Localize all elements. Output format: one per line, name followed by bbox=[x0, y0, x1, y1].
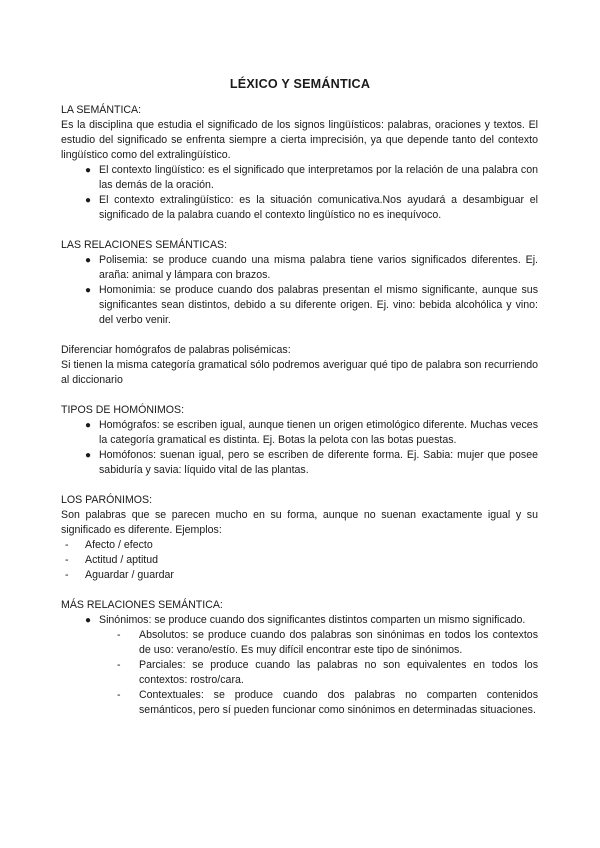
dash-marker: - bbox=[117, 689, 121, 701]
list-item bbox=[61, 553, 538, 568]
list-item-text: Polisemia: se produce cuando una misma palabra tiene varios significados diferentes. Ej. araña: animal y lámpara con brazos. bbox=[99, 254, 538, 281]
list-item-text: El contexto extralingüístico: es la situación comunicativa.Nos ayudará a desambiguar el significado de la palabra cuando el contexto lingüístico no es inequívoco. bbox=[99, 194, 538, 221]
list-item-text: Homonimia: se produce cuando dos palabras presentan el mismo significante, aunque sus significantes sean distintos, debido a su diferente origen. Ej. vino: bebida alcohólica y vino: del verbo venir. bbox=[99, 284, 538, 326]
section-mas-relaciones bbox=[61, 598, 538, 718]
bullet-list bbox=[61, 253, 538, 328]
bullet-icon: ● bbox=[85, 255, 92, 266]
section-relaciones bbox=[61, 238, 538, 328]
section-heading: LAS RELACIONES SEMÁNTICAS: bbox=[61, 239, 228, 251]
paragraph: Es la disciplina que estudia el significado de los signos lingüísticos: palabras, oraciones y textos. El estudio del significado se enfrenta siempre a cierta imprecisión, ya que depende tanto del contexto lingüístico como del extralingüístico. bbox=[61, 119, 538, 161]
list-item bbox=[61, 658, 538, 688]
bullet-icon: ● bbox=[85, 615, 92, 626]
list-item-text: Homógrafos: se escriben igual, aunque tienen un origen etimológico diferente. Muchas veces la categoría gramatical es distinta. Ej. Botas la pelota con las botas puestas. bbox=[99, 419, 538, 446]
list-item bbox=[61, 538, 538, 553]
list-item bbox=[61, 418, 538, 448]
list-item bbox=[61, 568, 538, 583]
bullet-list bbox=[61, 418, 538, 478]
list-item-text: Aguardar / guardar bbox=[85, 569, 174, 581]
document-body bbox=[61, 103, 538, 718]
bullet-icon: ● bbox=[85, 285, 92, 296]
list-item bbox=[61, 688, 538, 718]
section-homografos-polisemia bbox=[61, 343, 538, 388]
dash-list bbox=[61, 538, 538, 583]
paragraph: Son palabras que se parecen mucho en su forma, aunque no suenan exactamente igual y su significado es diferente. Ejemplos: bbox=[61, 509, 538, 536]
bullet-icon: ● bbox=[85, 195, 92, 206]
section-paronimos bbox=[61, 493, 538, 583]
list-item bbox=[61, 253, 538, 283]
section-heading: TIPOS DE HOMÓNIMOS: bbox=[61, 404, 185, 416]
document-title: LÉXICO Y SEMÁNTICA bbox=[229, 77, 371, 91]
paragraph: Diferenciar homógrafos de palabras polisémicas: bbox=[61, 344, 291, 356]
list-item bbox=[61, 163, 538, 193]
section-heading: MÁS RELACIONES SEMÁNTICA: bbox=[61, 599, 223, 611]
list-item-text: Contextuales: se produce cuando dos palabras no comparten contenidos semánticos, pero sí pueden funcionar como sinónimos en determinadas situaciones. bbox=[139, 689, 538, 716]
list-item-text: Actitud / aptitud bbox=[85, 554, 159, 566]
list-item-text: Homófonos: suenan igual, pero se escriben de diferente forma. Ej. Sabia: mujer que posee sabiduría y savia: líquido vital de las plantas. bbox=[99, 449, 538, 476]
dash-marker: - bbox=[117, 629, 121, 641]
section-semantica bbox=[61, 103, 538, 223]
bullet-icon: ● bbox=[85, 165, 92, 176]
list-item bbox=[61, 628, 538, 658]
paragraph: Si tienen la misma categoría gramatical sólo podremos averiguar qué tipo de palabra son recurriendo al diccionario bbox=[61, 359, 538, 386]
dash-marker: - bbox=[65, 569, 69, 581]
dash-marker: - bbox=[65, 539, 69, 551]
list-item-text: El contexto lingüístico: es el significado que interpretamos por la relación de una palabra con las demás de la oración. bbox=[99, 164, 538, 191]
bullet-icon: ● bbox=[85, 450, 92, 461]
list-item bbox=[61, 613, 538, 628]
list-item-text: Sinónimos: se produce cuando dos significantes distintos comparten un mismo significado. bbox=[99, 614, 526, 626]
list-item-text: Parciales: se produce cuando las palabras no son equivalentes en todos los contextos: rostro/cara. bbox=[139, 659, 538, 686]
list-item bbox=[61, 193, 538, 223]
dash-marker: - bbox=[117, 659, 121, 671]
section-heading: LOS PARÓNIMOS: bbox=[61, 494, 153, 506]
bullet-icon: ● bbox=[85, 420, 92, 431]
dash-marker: - bbox=[65, 554, 69, 566]
list-item-text: Afecto / efecto bbox=[85, 539, 153, 551]
bullet-list bbox=[61, 163, 538, 223]
list-item bbox=[61, 283, 538, 328]
section-homonimos bbox=[61, 403, 538, 478]
list-item-text: Absolutos: se produce cuando dos palabras son sinónimas en todos los contextos de uso: verano/estío. Es muy difícil encontrar este tipo de sinónimos. bbox=[139, 629, 538, 656]
sub-dash-list bbox=[61, 628, 538, 718]
bullet-list bbox=[61, 613, 538, 628]
section-heading: LA SEMÁNTICA: bbox=[61, 104, 142, 116]
list-item bbox=[61, 448, 538, 478]
